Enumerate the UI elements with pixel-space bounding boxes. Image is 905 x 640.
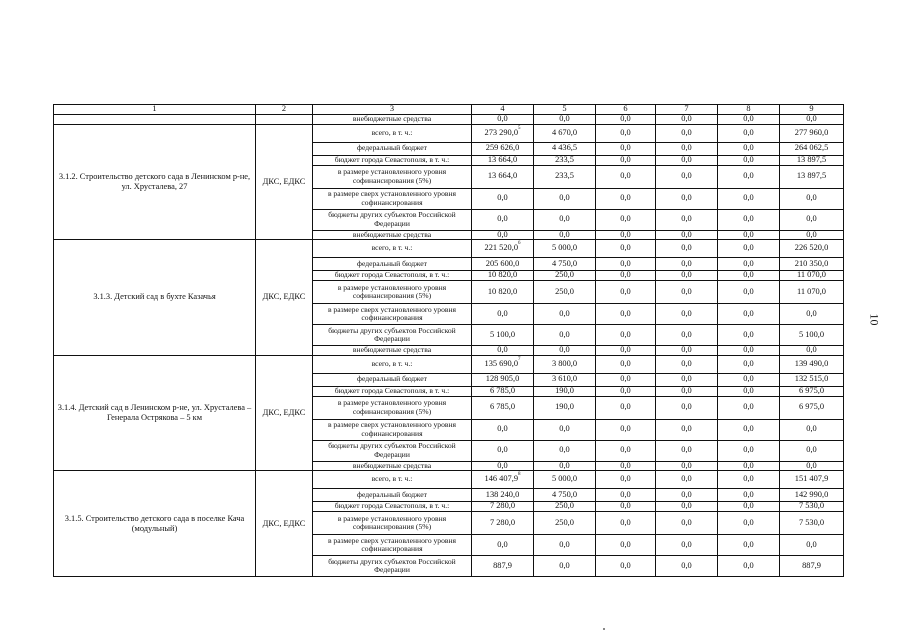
agency-cell: ДКС, ЕДКС bbox=[256, 124, 313, 240]
value-cell: 0,0 bbox=[656, 124, 718, 142]
value-cell: 0,0 bbox=[596, 209, 656, 230]
row-label: всего, в т. ч.: bbox=[313, 124, 472, 142]
value-cell: 4 436,5 bbox=[534, 142, 596, 155]
value-cell: 0,0 bbox=[596, 396, 656, 419]
value-cell bbox=[472, 471, 534, 489]
value-cell: 0,0 bbox=[596, 419, 656, 440]
value-cell: 0,0 bbox=[596, 373, 656, 386]
value-cell: 11 070,0 bbox=[780, 271, 844, 281]
row-label: внебюджетные средства bbox=[313, 461, 472, 471]
project-title: 3.1.4. Детский сад в Ленинском р-не, ул. Хрусталева – Генерала Острякова – 5 км bbox=[54, 355, 256, 471]
row-label: бюджеты других субъектов Российской Федерации bbox=[313, 440, 472, 461]
header-cell: 2 bbox=[256, 105, 313, 115]
value-cell: 0,0 bbox=[718, 346, 780, 356]
value-text: 0,0 bbox=[497, 539, 508, 549]
value-cell: 4 670,0 bbox=[534, 124, 596, 142]
project-title: 3.1.2. Строительство детского сада в Ленинском р-не, ул. Хрусталева, 27 bbox=[54, 124, 256, 240]
table-row bbox=[54, 124, 844, 142]
value-cell: 3 800,0 bbox=[534, 355, 596, 373]
value-cell bbox=[472, 440, 534, 461]
value-cell: 0,0 bbox=[656, 419, 718, 440]
value-cell bbox=[472, 373, 534, 386]
value-cell bbox=[472, 258, 534, 271]
value-cell: 0,0 bbox=[718, 502, 780, 512]
value-cell bbox=[472, 355, 534, 373]
row-label: федеральный бюджет bbox=[313, 142, 472, 155]
value-text: 887,9 bbox=[493, 560, 512, 570]
value-cell: 5 000,0 bbox=[534, 240, 596, 258]
value-cell: 0,0 bbox=[718, 419, 780, 440]
row-label: в размере сверх установленного уровня софинансирования bbox=[313, 535, 472, 556]
value-cell: 0,0 bbox=[534, 440, 596, 461]
row-label: в размере установленного уровня софинансирования (5%) bbox=[313, 396, 472, 419]
value-text: 13 664,0 bbox=[487, 171, 518, 181]
value-cell bbox=[472, 155, 534, 165]
value-cell: 0,0 bbox=[596, 281, 656, 304]
row-label: в размере сверх установленного уровня софинансирования bbox=[313, 419, 472, 440]
value-cell: 210 350,0 bbox=[780, 258, 844, 271]
value-text: 0,0 bbox=[497, 445, 508, 455]
value-cell: 0,0 bbox=[656, 535, 718, 556]
value-cell: 277 960,0 bbox=[780, 124, 844, 142]
value-cell: 250,0 bbox=[534, 281, 596, 304]
value-cell: 0,0 bbox=[534, 325, 596, 346]
value-cell bbox=[472, 325, 534, 346]
value-cell: 0,0 bbox=[534, 188, 596, 209]
value-cell bbox=[472, 419, 534, 440]
value-text: 273 290,0 bbox=[484, 127, 518, 137]
value-cell: 190,0 bbox=[534, 396, 596, 419]
value-text: 0,0 bbox=[497, 424, 508, 434]
footnote-mark: 7 bbox=[518, 356, 521, 362]
value-cell: 0,0 bbox=[718, 258, 780, 271]
page-number: 10 bbox=[867, 313, 882, 326]
value-cell: 0,0 bbox=[596, 142, 656, 155]
row-label: в размере сверх установленного уровня софинансирования bbox=[313, 188, 472, 209]
value-cell: 0,0 bbox=[596, 155, 656, 165]
value-cell bbox=[472, 304, 534, 325]
row-label: в размере установленного уровня софинансирования (5%) bbox=[313, 512, 472, 535]
value-cell: 0,0 bbox=[656, 325, 718, 346]
value-cell: 0,0 bbox=[718, 165, 780, 188]
value-cell: 0,0 bbox=[718, 556, 780, 577]
value-cell: 0,0 bbox=[472, 115, 534, 125]
value-text: 259 626,0 bbox=[485, 143, 520, 153]
value-cell: 0,0 bbox=[596, 304, 656, 325]
table-row bbox=[54, 355, 844, 373]
value-cell: 0,0 bbox=[596, 440, 656, 461]
value-cell: 0,0 bbox=[780, 535, 844, 556]
value-cell: 7 530,0 bbox=[780, 512, 844, 535]
value-cell: 0,0 bbox=[656, 396, 718, 419]
value-cell: 0,0 bbox=[718, 281, 780, 304]
footnote-mark: 6 bbox=[518, 241, 521, 247]
value-cell: 250,0 bbox=[534, 512, 596, 535]
value-cell bbox=[472, 165, 534, 188]
value-cell: 0,0 bbox=[718, 325, 780, 346]
value-cell: 0,0 bbox=[596, 271, 656, 281]
value-text: 221 520,0 bbox=[484, 243, 518, 253]
value-cell bbox=[472, 489, 534, 502]
value-cell: 0,0 bbox=[534, 556, 596, 577]
value-cell bbox=[472, 535, 534, 556]
value-text: 13 664,0 bbox=[487, 155, 518, 164]
table-row bbox=[54, 115, 844, 125]
value-cell: 0,0 bbox=[596, 165, 656, 188]
value-cell: 0,0 bbox=[596, 556, 656, 577]
value-cell bbox=[472, 461, 534, 471]
value-cell bbox=[472, 281, 534, 304]
value-text: 138 240,0 bbox=[485, 489, 520, 499]
value-text: 7 280,0 bbox=[489, 517, 516, 527]
value-cell: 0,0 bbox=[534, 304, 596, 325]
table-row bbox=[54, 471, 844, 489]
value-cell: 0,0 bbox=[718, 535, 780, 556]
value-cell: 0,0 bbox=[780, 440, 844, 461]
blank-cell bbox=[256, 115, 313, 125]
row-label: федеральный бюджет bbox=[313, 489, 472, 502]
value-text: 0,0 bbox=[497, 193, 508, 203]
row-label: бюджет города Севастополя, в т. ч.: bbox=[313, 386, 472, 396]
value-cell: 0,0 bbox=[534, 419, 596, 440]
value-cell: 0,0 bbox=[534, 461, 596, 471]
value-text: 7 280,0 bbox=[489, 501, 516, 511]
value-cell: 0,0 bbox=[596, 188, 656, 209]
value-cell: 0,0 bbox=[656, 142, 718, 155]
value-cell: 0,0 bbox=[534, 209, 596, 230]
header-cell: 5 bbox=[534, 105, 596, 115]
row-label: внебюджетные средства bbox=[313, 115, 472, 125]
value-cell: 0,0 bbox=[780, 461, 844, 471]
value-cell: 0,0 bbox=[718, 355, 780, 373]
value-text: 135 690,0 bbox=[484, 358, 518, 368]
value-cell: 13 897,5 bbox=[780, 165, 844, 188]
value-cell: 0,0 bbox=[718, 155, 780, 165]
value-cell: 0,0 bbox=[780, 188, 844, 209]
value-cell: 0,0 bbox=[656, 386, 718, 396]
value-cell: 0,0 bbox=[780, 209, 844, 230]
value-cell: 0,0 bbox=[596, 115, 656, 125]
value-cell: 0,0 bbox=[656, 512, 718, 535]
row-label: бюджет города Севастополя, в т. ч.: bbox=[313, 502, 472, 512]
value-cell: 5 100,0 bbox=[780, 325, 844, 346]
value-cell: 0,0 bbox=[718, 512, 780, 535]
value-cell: 7 530,0 bbox=[780, 502, 844, 512]
row-label: федеральный бюджет bbox=[313, 258, 472, 271]
value-cell: 0,0 bbox=[596, 502, 656, 512]
value-cell: 0,0 bbox=[534, 115, 596, 125]
value-cell: 0,0 bbox=[596, 124, 656, 142]
value-cell: 0,0 bbox=[656, 489, 718, 502]
value-text: 6 785,0 bbox=[489, 386, 516, 395]
value-cell: 0,0 bbox=[596, 230, 656, 240]
row-label: в размере установленного уровня софинансирования (5%) bbox=[313, 165, 472, 188]
value-cell: 139 490,0 bbox=[780, 355, 844, 373]
value-cell: 0,0 bbox=[718, 142, 780, 155]
value-cell: 0,0 bbox=[534, 346, 596, 356]
row-label: бюджет города Севастополя, в т. ч.: bbox=[313, 271, 472, 281]
value-cell: 0,0 bbox=[656, 209, 718, 230]
value-cell: 0,0 bbox=[718, 124, 780, 142]
value-cell: 0,0 bbox=[780, 304, 844, 325]
header-cell: 6 bbox=[596, 105, 656, 115]
value-cell bbox=[472, 271, 534, 281]
value-cell: 11 070,0 bbox=[780, 281, 844, 304]
value-cell bbox=[472, 230, 534, 240]
agency-cell: ДКС, ЕДКС bbox=[256, 240, 313, 356]
agency-cell: ДКС, ЕДКС bbox=[256, 355, 313, 471]
value-cell: 0,0 bbox=[718, 271, 780, 281]
value-text: 0,0 bbox=[497, 230, 508, 239]
row-label: федеральный бюджет bbox=[313, 373, 472, 386]
row-label: бюджеты других субъектов Российской Федерации bbox=[313, 556, 472, 577]
header-cell: 9 bbox=[780, 105, 844, 115]
value-text: 10 820,0 bbox=[487, 286, 518, 296]
value-cell: 0,0 bbox=[596, 512, 656, 535]
row-label: всего, в т. ч.: bbox=[313, 355, 472, 373]
value-cell bbox=[472, 188, 534, 209]
funding-table bbox=[53, 104, 844, 577]
value-cell: 0,0 bbox=[780, 419, 844, 440]
value-cell: 0,0 bbox=[656, 271, 718, 281]
value-cell: 0,0 bbox=[656, 471, 718, 489]
value-cell: 0,0 bbox=[718, 471, 780, 489]
value-cell: 0,0 bbox=[780, 230, 844, 240]
project-title: 3.1.5. Строительство детского сада в поселке Кача (модульный) bbox=[54, 471, 256, 577]
value-cell: 0,0 bbox=[656, 556, 718, 577]
value-cell: 264 062,5 bbox=[780, 142, 844, 155]
value-cell: 0,0 bbox=[596, 240, 656, 258]
header-cell: 3 bbox=[313, 105, 472, 115]
value-cell bbox=[472, 502, 534, 512]
value-text: 0,0 bbox=[497, 461, 508, 470]
value-cell: 4 750,0 bbox=[534, 489, 596, 502]
value-cell: 151 407,9 bbox=[780, 471, 844, 489]
value-cell: 0,0 bbox=[656, 230, 718, 240]
value-text: 5 100,0 bbox=[489, 329, 516, 339]
value-cell: 142 990,0 bbox=[780, 489, 844, 502]
scan-dot bbox=[603, 628, 605, 630]
header-cell: 1 bbox=[54, 105, 256, 115]
value-cell: 250,0 bbox=[534, 271, 596, 281]
header-cell: 7 bbox=[656, 105, 718, 115]
value-cell: 0,0 bbox=[656, 165, 718, 188]
value-cell bbox=[472, 556, 534, 577]
footnote-mark: 8 bbox=[518, 472, 521, 478]
value-cell: 0,0 bbox=[718, 489, 780, 502]
value-text: 10 820,0 bbox=[487, 270, 518, 280]
value-cell: 250,0 bbox=[534, 502, 596, 512]
value-cell bbox=[472, 346, 534, 356]
row-label: в размере установленного уровня софинансирования (5%) bbox=[313, 281, 472, 304]
value-cell: 0,0 bbox=[718, 209, 780, 230]
value-cell: 5 000,0 bbox=[534, 471, 596, 489]
value-cell: 0,0 bbox=[656, 240, 718, 258]
blank-cell bbox=[54, 115, 256, 125]
value-cell: 190,0 bbox=[534, 386, 596, 396]
value-cell: 0,0 bbox=[718, 461, 780, 471]
value-cell: 0,0 bbox=[596, 471, 656, 489]
row-label: бюджет города Севастополя, в т. ч.: bbox=[313, 155, 472, 165]
value-cell bbox=[472, 124, 534, 142]
value-cell: 13 897,5 bbox=[780, 155, 844, 165]
value-cell: 0,0 bbox=[596, 355, 656, 373]
value-cell: 0,0 bbox=[596, 386, 656, 396]
value-cell: 0,0 bbox=[534, 535, 596, 556]
value-cell bbox=[472, 512, 534, 535]
value-cell: 0,0 bbox=[718, 115, 780, 125]
row-label: внебюджетные средства bbox=[313, 230, 472, 240]
value-cell: 0,0 bbox=[534, 230, 596, 240]
footnote-mark: 5 bbox=[518, 125, 521, 131]
value-cell: 6 975,0 bbox=[780, 396, 844, 419]
value-cell: 0,0 bbox=[718, 230, 780, 240]
value-cell: 0,0 bbox=[656, 502, 718, 512]
value-cell: 0,0 bbox=[596, 346, 656, 356]
value-cell: 3 610,0 bbox=[534, 373, 596, 386]
value-cell: 0,0 bbox=[718, 188, 780, 209]
value-cell: 233,5 bbox=[534, 155, 596, 165]
value-cell: 0,0 bbox=[718, 373, 780, 386]
value-cell: 0,0 bbox=[596, 258, 656, 271]
value-cell: 0,0 bbox=[656, 281, 718, 304]
row-label: всего, в т. ч.: bbox=[313, 471, 472, 489]
value-cell: 6 975,0 bbox=[780, 386, 844, 396]
value-text: 146 407,9 bbox=[484, 474, 518, 484]
value-cell: 0,0 bbox=[656, 115, 718, 125]
value-cell: 132 515,0 bbox=[780, 373, 844, 386]
value-cell: 0,0 bbox=[718, 240, 780, 258]
value-cell: 0,0 bbox=[656, 461, 718, 471]
row-label: внебюджетные средства bbox=[313, 346, 472, 356]
project-title: 3.1.3. Детский сад в бухте Казачья bbox=[54, 240, 256, 356]
value-cell: 0,0 bbox=[718, 386, 780, 396]
value-cell bbox=[472, 240, 534, 258]
value-cell bbox=[472, 142, 534, 155]
value-cell: 0,0 bbox=[656, 304, 718, 325]
value-cell: 0,0 bbox=[596, 461, 656, 471]
value-cell: 0,0 bbox=[596, 489, 656, 502]
header-row bbox=[54, 105, 844, 115]
value-cell: 0,0 bbox=[656, 440, 718, 461]
header-cell: 4 bbox=[472, 105, 534, 115]
value-text: 0,0 bbox=[497, 345, 508, 354]
value-cell bbox=[472, 209, 534, 230]
value-cell: 0,0 bbox=[656, 258, 718, 271]
value-cell: 887,9 bbox=[780, 556, 844, 577]
value-cell: 0,0 bbox=[780, 346, 844, 356]
value-cell: 226 520,0 bbox=[780, 240, 844, 258]
row-label: всего, в т. ч.: bbox=[313, 240, 472, 258]
value-cell: 0,0 bbox=[596, 535, 656, 556]
value-cell: 233,5 bbox=[534, 165, 596, 188]
value-cell: 0,0 bbox=[718, 396, 780, 419]
value-cell: 0,0 bbox=[656, 355, 718, 373]
value-cell: 0,0 bbox=[596, 325, 656, 346]
agency-cell: ДКС, ЕДКС bbox=[256, 471, 313, 577]
value-text: 6 785,0 bbox=[489, 402, 516, 412]
value-cell: 0,0 bbox=[718, 304, 780, 325]
row-label: бюджеты других субъектов Российской Федерации bbox=[313, 325, 472, 346]
value-cell: 0,0 bbox=[780, 115, 844, 125]
table-row bbox=[54, 240, 844, 258]
value-text: 0,0 bbox=[497, 214, 508, 224]
value-cell: 0,0 bbox=[656, 373, 718, 386]
value-cell: 0,0 bbox=[656, 188, 718, 209]
header-cell: 8 bbox=[718, 105, 780, 115]
value-cell: 0,0 bbox=[656, 346, 718, 356]
row-label: в размере сверх установленного уровня софинансирования bbox=[313, 304, 472, 325]
value-cell bbox=[472, 386, 534, 396]
value-cell bbox=[472, 396, 534, 419]
value-text: 128 905,0 bbox=[485, 374, 520, 384]
value-text: 205 600,0 bbox=[485, 258, 520, 268]
value-cell: 0,0 bbox=[656, 155, 718, 165]
row-label: бюджеты других субъектов Российской Федерации bbox=[313, 209, 472, 230]
value-text: 0,0 bbox=[497, 308, 508, 318]
value-cell: 0,0 bbox=[718, 440, 780, 461]
value-cell: 4 750,0 bbox=[534, 258, 596, 271]
